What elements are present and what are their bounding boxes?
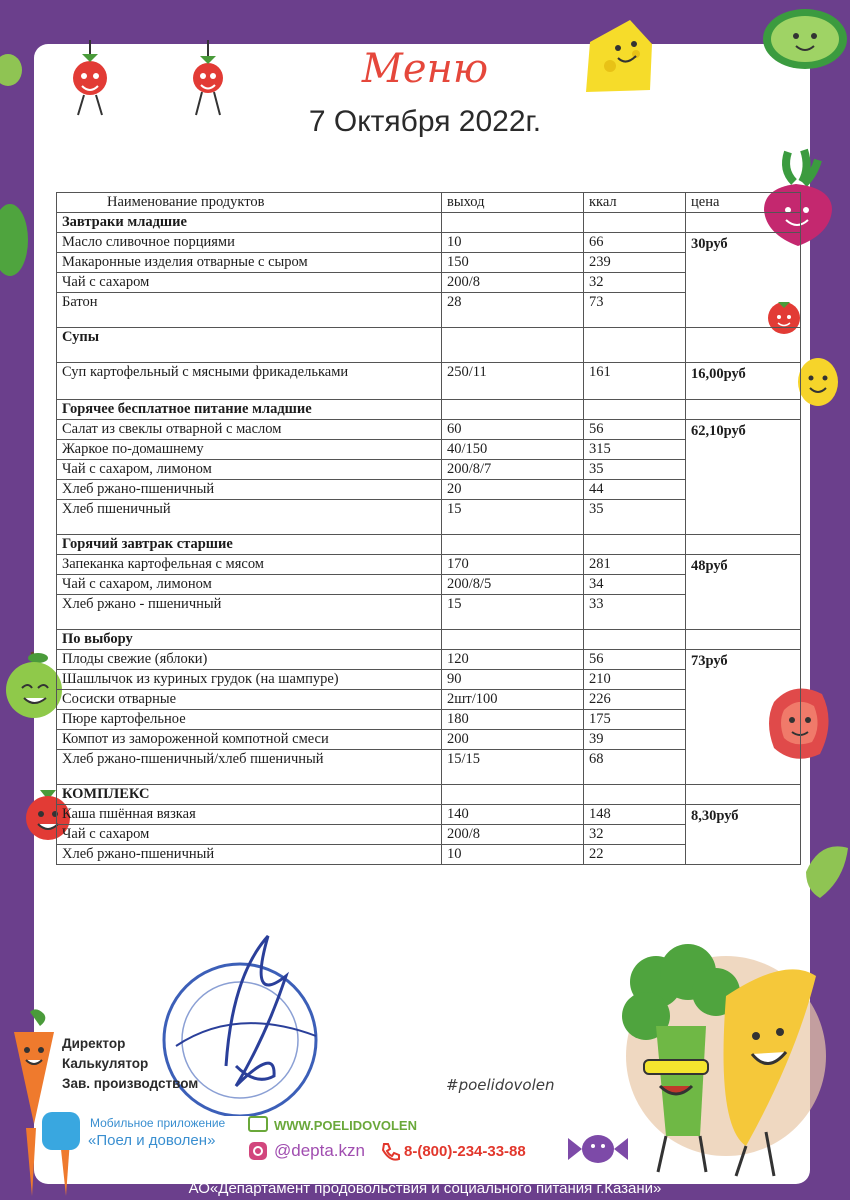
hashtag: #poelidovolen	[446, 1076, 555, 1094]
dish-kcal: 32	[584, 273, 686, 293]
empty-cell	[442, 785, 584, 805]
table-row	[57, 420, 801, 440]
section-row	[57, 328, 801, 363]
dish-portion: 15	[442, 595, 584, 630]
dish-kcal: 73	[584, 293, 686, 328]
column-header-kcal: ккал	[584, 193, 686, 213]
dish-portion: 180	[442, 710, 584, 730]
dish-name: Суп картофельный с мясными фрикадельками	[57, 363, 442, 400]
director-label: Директор	[62, 1036, 126, 1051]
dish-portion: 250/11	[442, 363, 584, 400]
empty-cell	[584, 785, 686, 805]
calculator-label: Калькулятор	[62, 1056, 149, 1071]
dish-name: Хлеб ржано-пшеничный	[57, 480, 442, 500]
column-header-price: цена	[686, 193, 801, 213]
empty-cell	[686, 213, 801, 233]
website-link[interactable]: WWW.POELIDOVOLEN	[274, 1118, 417, 1133]
group-price: 62,10руб	[686, 420, 801, 535]
app-name: «Поел и доволен»	[88, 1132, 216, 1149]
column-header-out: выход	[442, 193, 584, 213]
dish-name: Каша пшённая вязкая	[57, 805, 442, 825]
dish-kcal: 35	[584, 460, 686, 480]
dish-name: Хлеб ржано - пшеничный	[57, 595, 442, 630]
table-row	[57, 805, 801, 825]
group-price: 16,00руб	[686, 363, 801, 400]
production-head-label: Зав. производством	[62, 1076, 199, 1091]
column-header-name: Наименование продуктов	[57, 193, 442, 213]
empty-cell	[584, 213, 686, 233]
dish-portion: 200/8	[442, 825, 584, 845]
group-price: 30руб	[686, 233, 801, 328]
empty-cell	[686, 400, 801, 420]
group-price: 48руб	[686, 555, 801, 630]
section-row	[57, 535, 801, 555]
dish-kcal: 175	[584, 710, 686, 730]
dish-portion: 200/8	[442, 273, 584, 293]
dish-name: Шашлычок из куриных грудок (на шампуре)	[57, 670, 442, 690]
empty-cell	[584, 328, 686, 363]
dish-name: Плоды свежие (яблоки)	[57, 650, 442, 670]
section-row	[57, 213, 801, 233]
broccoli-banana-characters-icon	[596, 936, 850, 1180]
menu-date: 7 Октября 2022г.	[308, 105, 542, 138]
dish-kcal: 34	[584, 575, 686, 595]
empty-cell	[442, 535, 584, 555]
dish-name: Хлеб ржано-пшеничный/хлеб пшеничный	[57, 750, 442, 785]
instagram-handle[interactable]: @depta.kzn	[274, 1141, 365, 1160]
dish-kcal: 22	[584, 845, 686, 865]
dish-portion: 40/150	[442, 440, 584, 460]
section-title: По выбору	[57, 630, 442, 650]
dish-name: Чай с сахаром, лимоном	[57, 460, 442, 480]
dish-kcal: 32	[584, 825, 686, 845]
dish-name: Чай с сахаром	[57, 825, 442, 845]
empty-cell	[442, 630, 584, 650]
lemon-character-icon	[796, 356, 840, 408]
section-title: Супы	[57, 328, 442, 363]
empty-cell	[584, 400, 686, 420]
empty-cell	[584, 630, 686, 650]
organization-name: АО«Департамент продовольствия и социального питания г.Казани»	[188, 1180, 662, 1197]
dish-portion: 28	[442, 293, 584, 328]
dish-name: Батон	[57, 293, 442, 328]
dish-name: Хлеб ржано-пшеничный	[57, 845, 442, 865]
empty-cell	[686, 785, 801, 805]
dish-name: Хлеб пшеничный	[57, 500, 442, 535]
dish-name: Запеканка картофельная с мясом	[57, 555, 442, 575]
section-row	[57, 400, 801, 420]
candy-decoration-icon	[568, 1124, 628, 1174]
dish-portion: 90	[442, 670, 584, 690]
dish-portion: 20	[442, 480, 584, 500]
dish-kcal: 35	[584, 500, 686, 535]
thumbs-up-icon	[42, 1112, 80, 1150]
leaf-decoration-icon	[800, 840, 850, 904]
empty-cell	[442, 328, 584, 363]
dish-kcal: 161	[584, 363, 686, 400]
dish-kcal: 281	[584, 555, 686, 575]
dish-portion: 140	[442, 805, 584, 825]
empty-cell	[584, 535, 686, 555]
section-title: КОМПЛЕКС	[57, 785, 442, 805]
dish-name: Пюре картофельное	[57, 710, 442, 730]
table-row	[57, 363, 801, 400]
menu-table	[56, 192, 801, 865]
dish-portion: 200	[442, 730, 584, 750]
dish-kcal: 56	[584, 650, 686, 670]
dish-kcal: 39	[584, 730, 686, 750]
empty-cell	[686, 328, 801, 363]
table-row	[57, 650, 801, 670]
dish-name: Чай с сахаром	[57, 273, 442, 293]
dish-portion: 120	[442, 650, 584, 670]
empty-cell	[686, 630, 801, 650]
dish-kcal: 239	[584, 253, 686, 273]
section-title: Горячий завтрак старшие	[57, 535, 442, 555]
dish-name: Жаркое по-домашнему	[57, 440, 442, 460]
dish-portion: 2шт/100	[442, 690, 584, 710]
dish-kcal: 33	[584, 595, 686, 630]
dish-portion: 10	[442, 845, 584, 865]
page-title: Меню	[361, 46, 489, 92]
dish-name: Масло сливочное порциями	[57, 233, 442, 253]
dish-kcal: 315	[584, 440, 686, 460]
carrot-character-icon	[0, 1006, 64, 1126]
dish-kcal: 210	[584, 670, 686, 690]
dish-name: Макаронные изделия отварные с сыром	[57, 253, 442, 273]
dish-portion: 15	[442, 500, 584, 535]
dish-portion: 15/15	[442, 750, 584, 785]
instagram-icon	[248, 1141, 268, 1161]
section-row	[57, 785, 801, 805]
website-icon	[248, 1116, 268, 1132]
table-row	[57, 555, 801, 575]
dish-portion: 200/8/5	[442, 575, 584, 595]
dish-name: Салат из свеклы отварной с маслом	[57, 420, 442, 440]
dish-portion: 200/8/7	[442, 460, 584, 480]
table-row	[57, 233, 801, 253]
phone-number[interactable]: 8-(800)-234-33-88	[404, 1143, 526, 1160]
dish-name: Сосиски отварные	[57, 690, 442, 710]
table-header-row	[57, 193, 801, 213]
dish-portion: 150	[442, 253, 584, 273]
dish-portion: 10	[442, 233, 584, 253]
dish-kcal: 44	[584, 480, 686, 500]
signature-labels	[62, 1034, 198, 1094]
dish-name: Чай с сахаром, лимоном	[57, 575, 442, 595]
dish-name: Компот из замороженной компотной смеси	[57, 730, 442, 750]
phone-icon	[380, 1142, 400, 1162]
group-price: 73руб	[686, 650, 801, 785]
empty-cell	[686, 535, 801, 555]
dish-kcal: 68	[584, 750, 686, 785]
dish-portion: 170	[442, 555, 584, 575]
dish-kcal: 148	[584, 805, 686, 825]
section-row	[57, 630, 801, 650]
group-price: 8,30руб	[686, 805, 801, 865]
mobile-app-promo[interactable]	[42, 1112, 242, 1152]
app-caption: Мобильное приложение	[90, 1116, 226, 1130]
dish-portion: 60	[442, 420, 584, 440]
dish-kcal: 226	[584, 690, 686, 710]
dish-kcal: 56	[584, 420, 686, 440]
empty-cell	[442, 213, 584, 233]
section-title: Завтраки младшие	[57, 213, 442, 233]
section-title: Горячее бесплатное питание младшие	[57, 400, 442, 420]
dish-kcal: 66	[584, 233, 686, 253]
leaf-decoration-icon	[0, 200, 30, 280]
empty-cell	[442, 400, 584, 420]
